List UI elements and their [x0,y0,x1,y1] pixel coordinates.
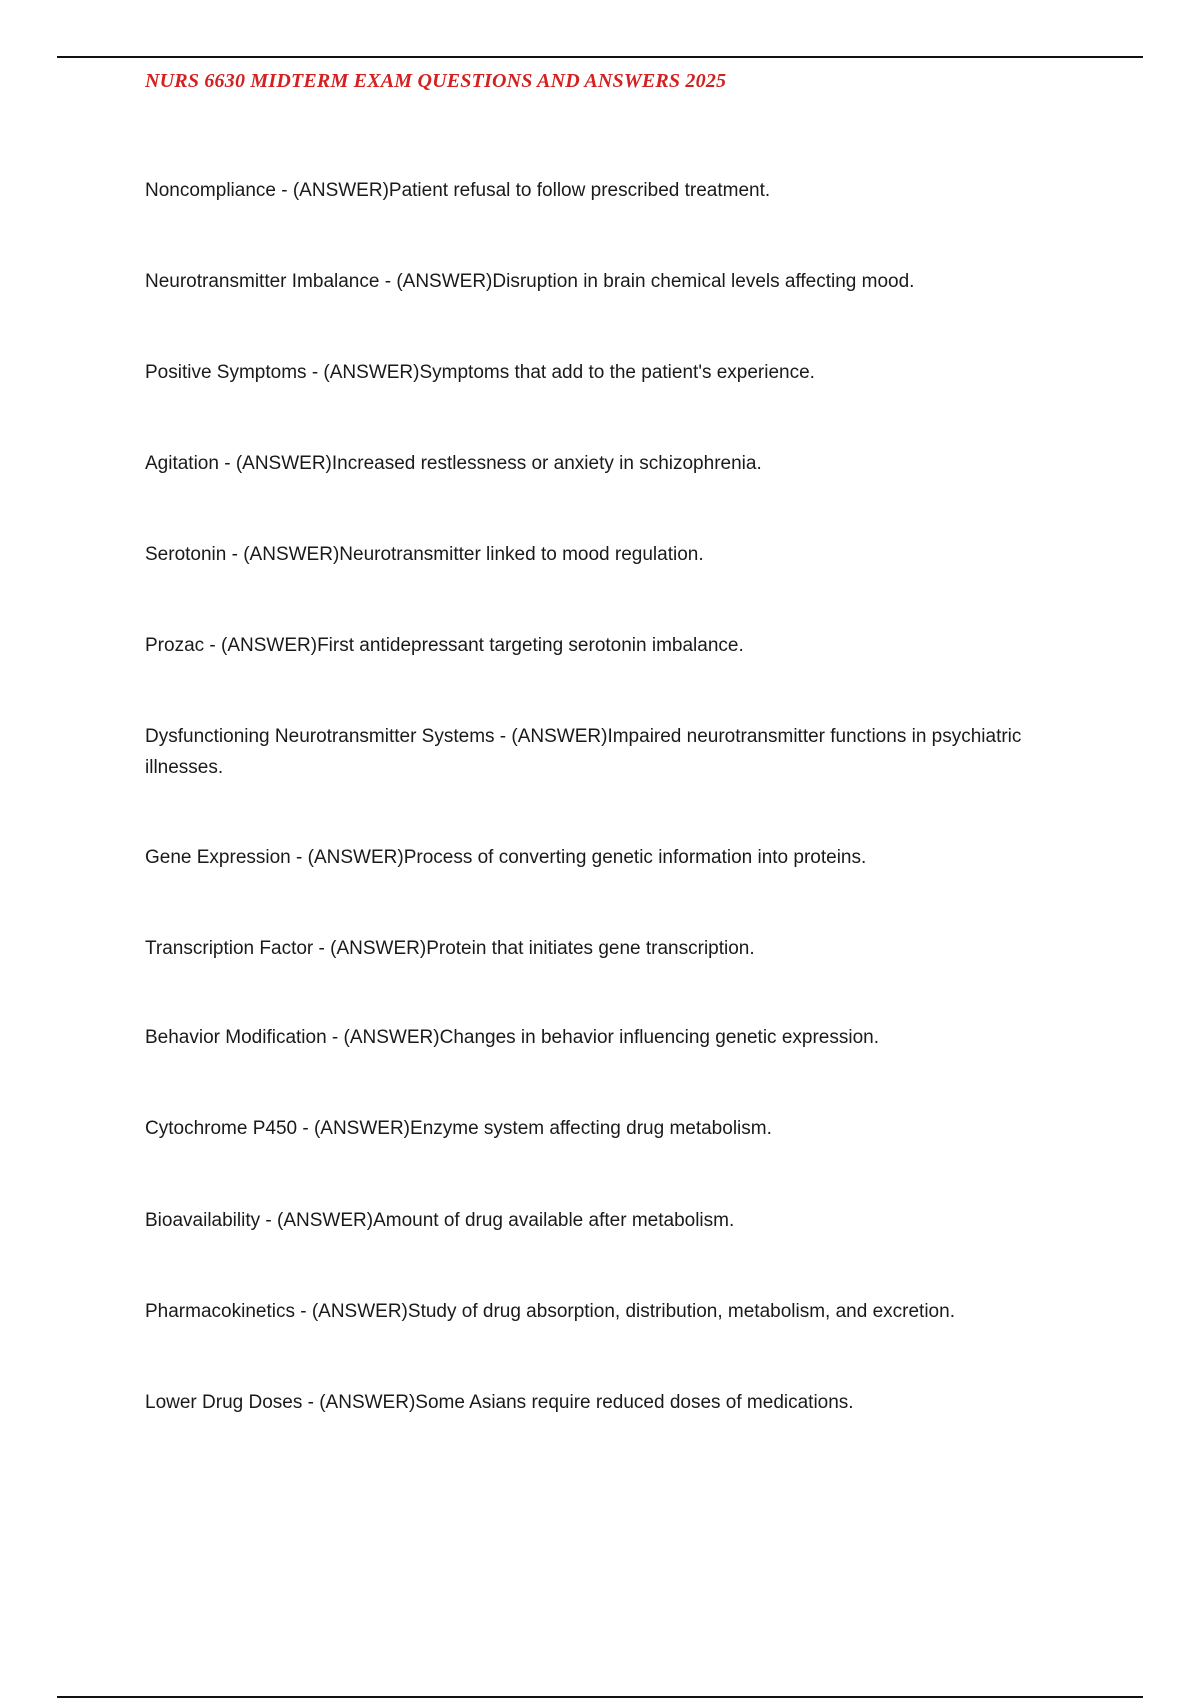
qa-answer: Disruption in brain chemical levels affecting mood. [492,271,915,292]
qa-term: Lower Drug Doses [145,1392,303,1413]
qa-item [145,1205,1095,1236]
qa-term: Gene Expression [145,847,291,868]
qa-separator: - (ANSWER) [294,1301,408,1322]
qa-separator: - (ANSWER) [379,271,493,292]
qa-answer: Protein that initiates gene transcription. [426,938,755,959]
qa-term: Cytochrome P450 [145,1118,298,1139]
qa-answer: Amount of drug available after metabolism. [373,1210,735,1231]
qa-term: Serotonin [145,544,227,565]
qa-term: Dysfunctioning Neurotransmitter Systems [145,726,495,747]
qa-term: Bioavailability [145,1210,261,1231]
qa-item [145,539,1095,570]
qa-separator: - (ANSWER) [226,544,340,565]
qa-term: Noncompliance [145,180,276,201]
qa-separator: - (ANSWER) [290,847,404,868]
top-divider [57,56,1143,58]
qa-answer: Study of drug absorption, distribution, metabolism, and excretion. [407,1301,955,1322]
qa-term: Positive Symptoms [145,362,307,383]
qa-separator: - (ANSWER) [275,180,389,201]
qa-answer: First antidepressant targeting serotonin imbalance. [317,635,744,656]
qa-answer: Enzyme system affecting drug metabolism. [410,1118,772,1139]
qa-separator: - (ANSWER) [313,938,427,959]
qa-term: Prozac [145,635,205,656]
qa-term: Agitation [145,453,219,474]
qa-term: Behavior Modification [145,1027,327,1048]
qa-answer: Increased restlessness or anxiety in schizophrenia. [331,453,762,474]
qa-item [145,933,1095,964]
qa-separator: - (ANSWER) [302,1392,416,1413]
qa-item [145,1113,1095,1144]
qa-separator: - (ANSWER) [218,453,332,474]
qa-item [145,266,1095,297]
qa-separator: - (ANSWER) [297,1118,411,1139]
qa-answer: Some Asians require reduced doses of medications. [415,1392,854,1413]
bottom-divider [57,1696,1143,1698]
qa-item [145,1387,1095,1418]
qa-term: Pharmacokinetics [145,1301,295,1322]
qa-separator: - (ANSWER) [204,635,318,656]
qa-separator: - (ANSWER) [494,726,608,747]
qa-separator: - (ANSWER) [260,1210,374,1231]
qa-item [145,1022,1095,1053]
qa-item [145,448,1095,479]
qa-answer: Changes in behavior influencing genetic expression. [439,1027,879,1048]
qa-item [145,630,1095,661]
qa-separator: - (ANSWER) [326,1027,440,1048]
document-header-title: NURS 6630 MIDTERM EXAM QUESTIONS AND ANSWERS 2025 [145,70,727,92]
qa-term: Neurotransmitter Imbalance [145,271,380,292]
qa-item [145,357,1095,388]
qa-separator: - (ANSWER) [306,362,420,383]
qa-item [145,842,1095,873]
qa-answer: Process of converting genetic information into proteins. [403,847,867,868]
qa-term: Transcription Factor [145,938,314,959]
qa-answer: Neurotransmitter linked to mood regulation. [339,544,704,565]
qa-answer: Symptoms that add to the patient's experience. [419,362,815,383]
qa-item [145,175,1095,206]
qa-item [145,721,1095,783]
qa-item [145,1296,1095,1327]
qa-answer: Patient refusal to follow prescribed treatment. [388,180,771,201]
qa-answer: Impaired neurotransmitter functions in psychiatric illnesses. [145,726,1022,778]
